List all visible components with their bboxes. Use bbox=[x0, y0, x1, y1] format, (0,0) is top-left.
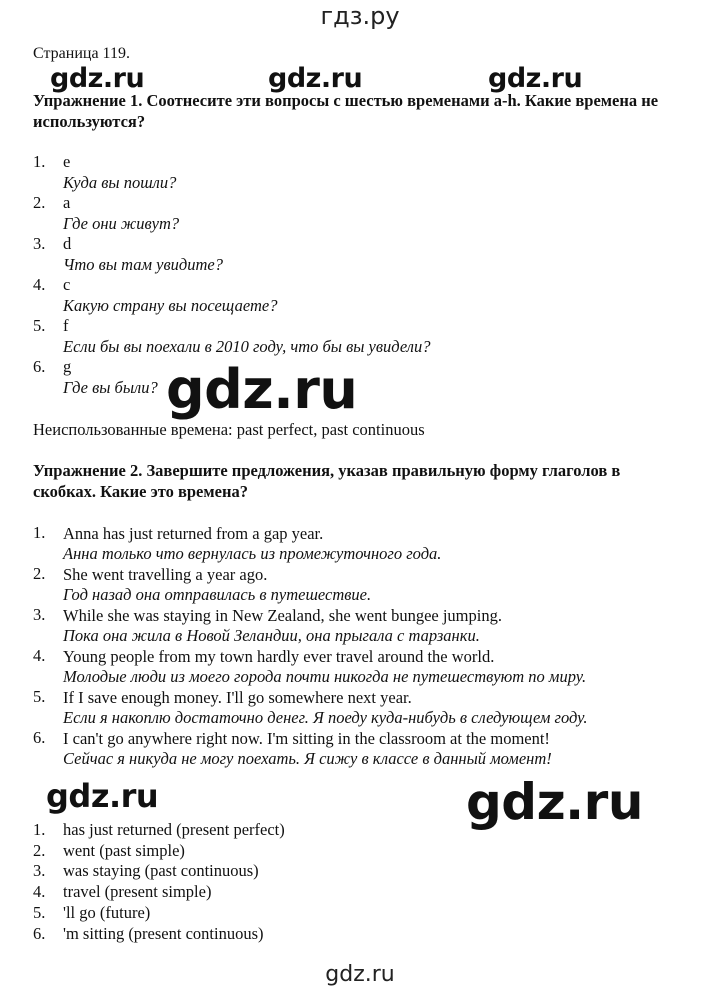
list-item bbox=[33, 193, 430, 234]
english-sentence: I can't go anywhere right now. I'm sitting in the classroom at the moment! bbox=[63, 729, 550, 748]
item-number: 1. bbox=[33, 152, 46, 171]
english-sentence: Young people from my town hardly ever travel around the world. bbox=[63, 647, 495, 666]
list-item bbox=[33, 861, 285, 882]
translation: Пока она жила в Новой Зеландии, она прыгала с тарзанки. bbox=[63, 626, 480, 645]
list-item bbox=[33, 924, 285, 945]
answer-letter: d bbox=[63, 234, 72, 253]
item-number: 3. bbox=[33, 605, 46, 624]
item-number: 2. bbox=[33, 840, 46, 860]
translation: Где вы были? bbox=[63, 378, 158, 397]
item-number: 6. bbox=[33, 728, 46, 747]
item-number: 2. bbox=[33, 564, 46, 583]
answer-text: 'll go (future) bbox=[63, 902, 151, 922]
answer-letter: g bbox=[63, 357, 72, 376]
list-item bbox=[33, 316, 430, 357]
watermark: gdz.ru bbox=[466, 773, 643, 831]
list-item bbox=[33, 234, 430, 275]
exercise-2-answers bbox=[33, 820, 285, 944]
watermark: gdz.ru bbox=[46, 777, 159, 815]
item-number: 1. bbox=[33, 820, 46, 839]
item-number: 3. bbox=[33, 861, 46, 881]
answer-text: has just returned (present perfect) bbox=[63, 820, 285, 839]
site-header: гдз.ру bbox=[320, 2, 400, 30]
answer-text: 'm sitting (present continuous) bbox=[63, 923, 264, 943]
translation: Молодые люди из моего города почти никогда не путешествуют по миру. bbox=[63, 667, 587, 686]
list-item bbox=[33, 820, 285, 841]
list-item bbox=[33, 882, 285, 903]
answer-text: was staying (past continuous) bbox=[63, 861, 259, 881]
item-number: 1. bbox=[33, 523, 46, 542]
item-number: 5. bbox=[33, 902, 46, 922]
watermark: gdz.ru bbox=[50, 63, 145, 94]
translation: Год назад она отправилась в путешествие. bbox=[63, 585, 372, 604]
list-item bbox=[33, 564, 588, 605]
translation: Где они живут? bbox=[63, 214, 180, 233]
answer-letter: f bbox=[63, 316, 69, 335]
list-item bbox=[33, 903, 285, 924]
item-number: 2. bbox=[33, 193, 46, 212]
site-footer: gdz.ru bbox=[325, 962, 395, 987]
list-item bbox=[33, 523, 588, 564]
page-label: Страница 119. bbox=[33, 45, 130, 62]
answer-letter: e bbox=[63, 152, 71, 171]
translation: Если бы вы поехали в 2010 году, что бы вы увидели? bbox=[63, 337, 431, 356]
translation: Какую страну вы посещаете? bbox=[63, 296, 278, 315]
item-number: 5. bbox=[33, 316, 46, 335]
translation: Анна только что вернулась из промежуточного года. bbox=[63, 544, 442, 563]
list-item bbox=[33, 728, 588, 769]
english-sentence: She went travelling a year ago. bbox=[63, 565, 268, 584]
list-item bbox=[33, 841, 285, 862]
english-sentence: While she was staying in New Zealand, she went bungee jumping. bbox=[63, 606, 502, 625]
translation: Куда вы пошли? bbox=[63, 173, 177, 192]
exercise-2-list bbox=[33, 523, 588, 769]
exercise-2-heading: Упражнение 2. Завершите предложения, указав правильную форму глаголов в скобках. Какие это времена? bbox=[33, 461, 621, 501]
list-item bbox=[33, 646, 588, 687]
translation: Что вы там увидите? bbox=[63, 255, 223, 274]
item-number: 3. bbox=[33, 234, 46, 253]
answer-letter: c bbox=[63, 275, 71, 294]
list-item bbox=[33, 275, 430, 316]
watermark: gdz.ru bbox=[268, 63, 363, 94]
exercise-1-heading: Упражнение 1. Соотнесите эти вопросы с шестью временами a-h. Какие времена не используются? bbox=[33, 91, 659, 131]
answer-text: went (past simple) bbox=[63, 840, 185, 860]
item-number: 6. bbox=[33, 923, 46, 943]
watermark: gdz.ru bbox=[488, 63, 583, 94]
translation: Сейчас я никуда не могу поехать. Я сижу в классе в данный момент! bbox=[63, 749, 552, 768]
answer-letter: a bbox=[63, 193, 71, 212]
answer-text: travel (present simple) bbox=[63, 882, 212, 902]
watermark: gdz.ru bbox=[166, 358, 358, 421]
item-number: 5. bbox=[33, 687, 46, 706]
english-sentence: If I save enough money. I'll go somewhere next year. bbox=[63, 688, 412, 707]
translation: Если я накоплю достаточно денег. Я поеду куда-нибудь в следующем году. bbox=[63, 708, 588, 727]
item-number: 4. bbox=[33, 275, 46, 294]
list-item bbox=[33, 152, 430, 193]
item-number: 4. bbox=[33, 882, 46, 902]
list-item bbox=[33, 605, 588, 646]
english-sentence: Anna has just returned from a gap year. bbox=[63, 524, 324, 543]
item-number: 6. bbox=[33, 357, 46, 376]
item-number: 4. bbox=[33, 646, 46, 665]
unused-tenses: Неиспользованные времена: past perfect, past continuous bbox=[33, 420, 425, 439]
list-item bbox=[33, 687, 588, 728]
